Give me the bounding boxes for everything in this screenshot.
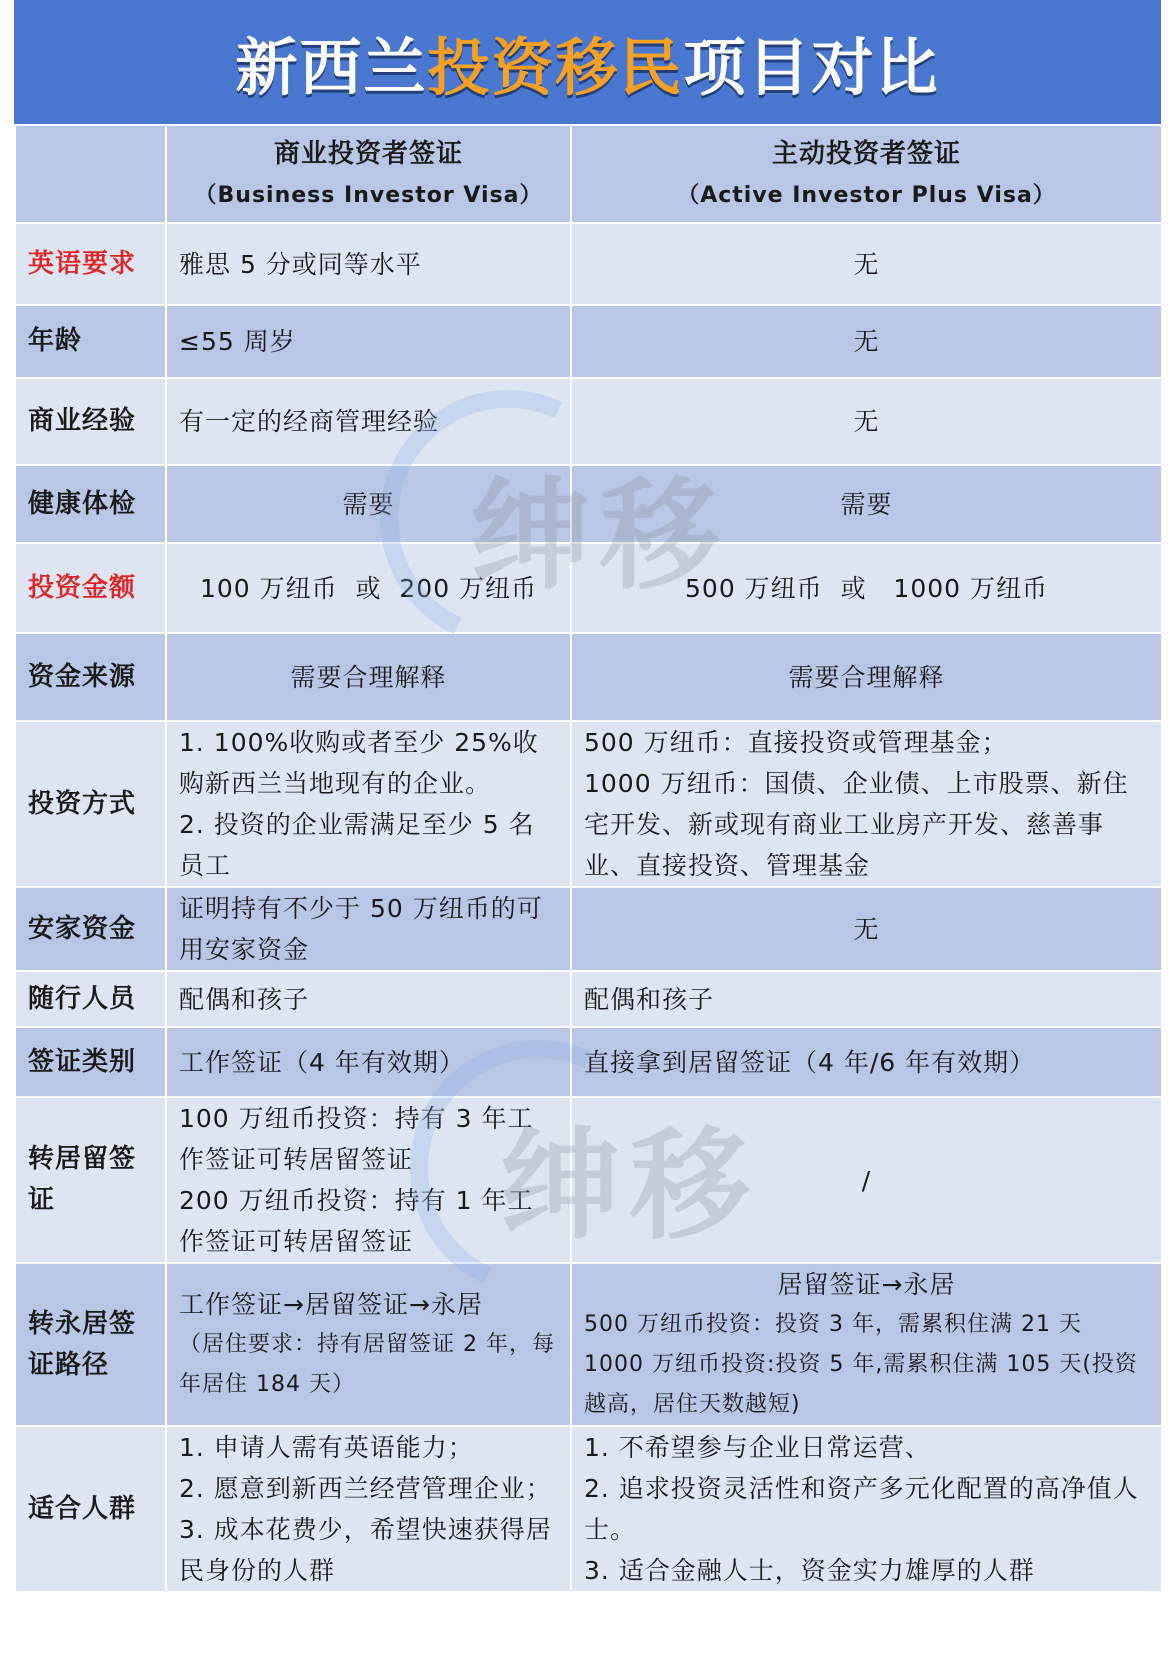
list-item: 1000 万纽币：国债、企业债、上市股票、新住宅开发、新或现有商业工业房产开发、慈善事业、直接投资、管理基金 — [584, 769, 1129, 880]
row-amount — [15, 543, 1162, 633]
row-value-col2: 500 万纽币 或 1000 万纽币 — [571, 543, 1162, 633]
header-col1-subtitle: （Business Investor Visa） — [194, 183, 543, 208]
row-label: 投资金额 — [15, 543, 166, 633]
list-item: 1. 100%收购或者至少 25%收购新西兰当地现有的企业。 — [179, 728, 539, 798]
row-label: 英语要求 — [15, 223, 166, 305]
path-main: 居留签证→永居 — [777, 1270, 956, 1299]
row-value-col2: 配偶和孩子 — [571, 971, 1162, 1027]
title-part-2: 投资移民 — [427, 30, 684, 104]
row-label: 资金来源 — [15, 633, 166, 721]
row-health — [15, 465, 1162, 543]
table-header-row — [15, 125, 1162, 223]
row-label: 年龄 — [15, 305, 166, 378]
row-value-col2: 无 — [571, 887, 1162, 971]
row-visa-type — [15, 1027, 1162, 1097]
row-experience — [15, 378, 1162, 465]
row-value-col2: / — [571, 1097, 1162, 1263]
path-note: （居住要求：持有居留签证 2 年，每年居住 184 天） — [179, 1332, 555, 1397]
row-label: 商业经验 — [15, 378, 166, 465]
row-value-col2: 直接拿到居留签证（4 年/6 年有效期） — [571, 1027, 1162, 1097]
row-label: 适合人群 — [15, 1426, 166, 1592]
row-value-col1: 需要合理解释 — [166, 633, 571, 721]
row-age — [15, 305, 1162, 378]
row-value-col1: 需要 — [166, 465, 571, 543]
row-value-col1: 100 万纽币 或 200 万纽币 — [166, 543, 571, 633]
row-value-col1: 配偶和孩子 — [166, 971, 571, 1027]
row-value-col1 — [166, 1097, 571, 1263]
row-method — [15, 721, 1162, 887]
row-value-col2: 无 — [571, 223, 1162, 305]
header-business-investor — [166, 125, 571, 223]
list-item: 100 万纽币投资：持有 3 年工作签证可转居留签证 — [179, 1104, 534, 1174]
row-value-col2: 需要合理解释 — [571, 633, 1162, 721]
row-value-col1: ≤55 周岁 — [166, 305, 571, 378]
list-item: 1. 申请人需有英语能力； — [179, 1433, 474, 1462]
row-to-residence — [15, 1097, 1162, 1263]
row-funds-source — [15, 633, 1162, 721]
row-label: 签证类别 — [15, 1027, 166, 1097]
row-to-permanent — [15, 1263, 1162, 1426]
list-item: 3. 成本花费少，希望快速获得居民身份的人群 — [179, 1515, 552, 1585]
row-label: 随行人员 — [15, 971, 166, 1027]
row-value-col2: 无 — [571, 305, 1162, 378]
row-value-col1: 有一定的经商管理经验 — [166, 378, 571, 465]
row-label: 健康体检 — [15, 465, 166, 543]
row-value-col2 — [571, 721, 1162, 887]
list-item: 3. 适合金融人士，资金实力雄厚的人群 — [584, 1556, 1035, 1585]
row-suitable — [15, 1426, 1162, 1592]
watermark-text: 绅移 — [470, 467, 730, 606]
row-value-col1 — [166, 721, 571, 887]
list-item: 2. 投资的企业需满足至少 5 名员工 — [179, 810, 535, 880]
list-item: 1. 不希望参与企业日常运营、 — [584, 1433, 931, 1462]
row-label: 安家资金 — [15, 887, 166, 971]
path-main: 工作签证→居留签证→永居 — [179, 1290, 483, 1319]
row-value-col1: 雅思 5 分或同等水平 — [166, 223, 571, 305]
list-item: 200 万纽币投资：持有 1 年工作签证可转居留签证 — [179, 1186, 534, 1256]
row-value-col1: 工作签证（4 年有效期） — [166, 1027, 571, 1097]
list-item: 500 万纽币投资：投资 3 年，需累积住满 21 天 — [584, 1312, 1082, 1337]
title-part-1: 新西兰 — [235, 30, 428, 104]
header-empty-cell — [15, 125, 166, 223]
row-label: 转永居签证路径 — [15, 1263, 166, 1426]
page-title — [14, 0, 1161, 124]
row-value-col1 — [166, 1263, 571, 1426]
row-english — [15, 223, 1162, 305]
watermark-text: 绅移 — [500, 1117, 760, 1256]
row-value-col2: 需要 — [571, 465, 1162, 543]
list-item: 1000 万纽币投资:投资 5 年,需累积住满 105 天(投资越高，居住天数越短) — [584, 1352, 1138, 1417]
row-settlement — [15, 887, 1162, 971]
list-item: 2. 愿意到新西兰经营管理企业； — [179, 1474, 552, 1503]
row-value-col2 — [571, 1263, 1162, 1426]
header-col2-subtitle: （Active Investor Plus Visa） — [677, 183, 1056, 208]
row-value-col1 — [166, 1426, 571, 1592]
header-active-investor — [571, 125, 1162, 223]
comparison-table — [14, 124, 1163, 1593]
header-col2-title: 主动投资者签证 — [771, 139, 961, 169]
row-value-col2 — [571, 1426, 1162, 1592]
title-part-3: 项目对比 — [683, 30, 940, 104]
comparison-page — [14, 0, 1161, 1593]
header-col1-title: 商业投资者签证 — [273, 139, 463, 169]
row-family — [15, 971, 1162, 1027]
list-item: 500 万纽币：直接投资或管理基金； — [584, 728, 1008, 757]
row-label: 转居留签证 — [15, 1097, 166, 1263]
list-item: 2. 追求投资灵活性和资产多元化配置的高净值人士。 — [584, 1474, 1139, 1544]
row-value-col2: 无 — [571, 378, 1162, 465]
row-value-col1: 证明持有不少于 50 万纽币的可用安家资金 — [166, 887, 571, 971]
row-label: 投资方式 — [15, 721, 166, 887]
